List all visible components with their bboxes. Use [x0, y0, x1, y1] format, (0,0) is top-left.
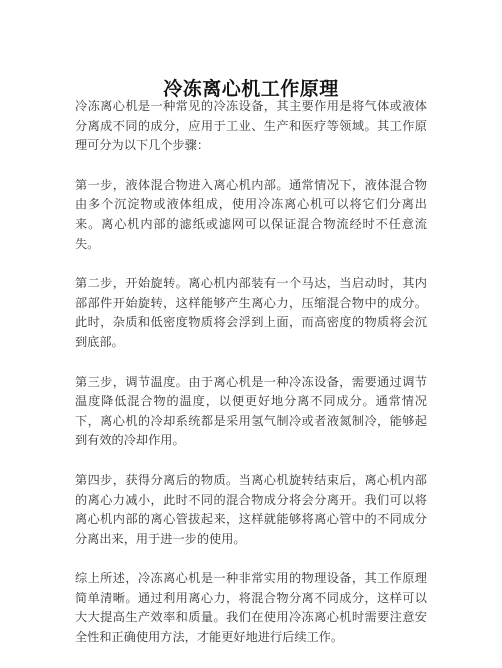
paragraph-step-3: 第三步，调节温度。由于离心机是一种冷冻设备，需要通过调节温度降低混合物的温度，以便更好地分离不同成分。通常情况下，离心机的冷却系统都是采用氢气制冷或者液氮制冷，能够起到有效的冷却作用。: [75, 374, 427, 448]
paragraph-intro: 冷冻离心机是一种常见的冷冻设备，其主要作用是将气体或液体分离成不同的成分，应用于工业、生产和医疗等领域。其工作原理可分为以下几个步骤：: [75, 99, 427, 153]
paragraph-step-1: 第一步，液体混合物进入离心机内部。通常情况下，液体混合物由多个沉淀物或液体组成，使用冷冻离心机可以将它们分离出来。离心机内部的滤纸或滤网可以保证混合物流经时不任意流失。: [75, 177, 427, 251]
document-body: [75, 97, 427, 668]
paragraph-step-2: 第二步，开始旋转。离心机内部装有一个马达，当启动时，其内部部件开始旋转，这样能够产生离心力，压缩混合物中的成分。此时，杂质和低密度物质将会浮到上面，而高密度的物质将会沉到底部。: [75, 276, 427, 349]
paragraph-conclusion: 综上所述，冷冻离心机是一种非常实用的物理设备，其工作原理简单清晰。通过利用离心力，将混合物分离不同成分，这样可以大大提高生产效率和质量。我们在使用冷冻离心机时需要注意安全性和正确使用方法，才能更好地进行后续工作。: [75, 571, 427, 645]
paragraph-step-4: 第四步，获得分离后的物质。当离心机旋转结束后，离心机内部的离心力减小，此时不同的混合物成分将会分离开。我们可以将离心机内部的离心管拔起来，这样就能够将离心管中的不同成分分离出来，用于进一步的使用。: [75, 472, 427, 546]
document-title: 冷冻离心机工作原理: [163, 78, 339, 100]
